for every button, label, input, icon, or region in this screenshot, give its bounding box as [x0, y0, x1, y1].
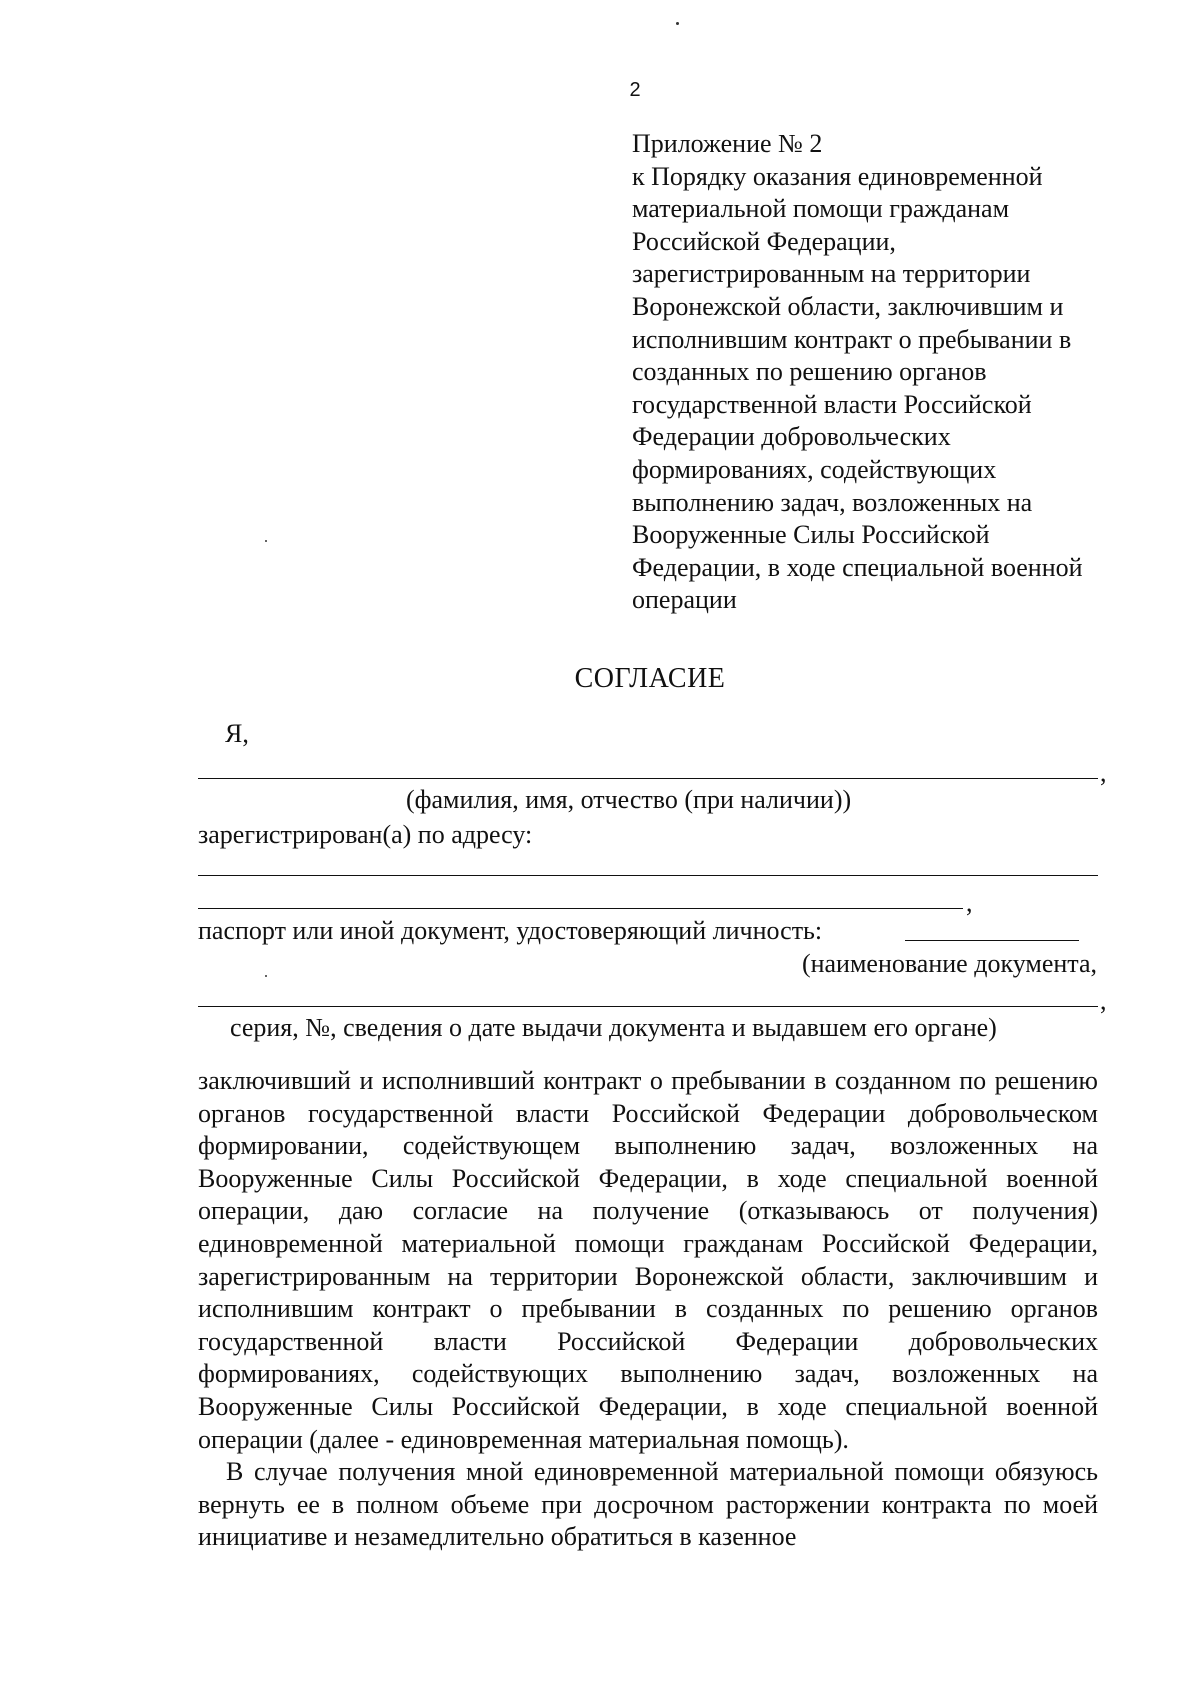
page-number: 2 — [629, 79, 641, 101]
appendix-line: Воронежской области, заключившим и — [632, 291, 1064, 321]
i-label: Я, — [225, 719, 249, 748]
appendix-line: операции — [632, 585, 737, 615]
appendix-line: Вооруженные Силы Российской — [632, 520, 990, 550]
consent-paragraph-2: В случае получения мной единовременной материальной помощи обязуюсь вернуть ее в полном объеме при досрочном расторжении контракта по моей инициативе и незамедлительно обратиться в казенное — [198, 1457, 1098, 1552]
document-title: СОГЛАСИЕ — [574, 663, 726, 694]
document-hint-2: серия, №, сведения о дате выдачи документа и выдавшем его органе) — [230, 1013, 997, 1042]
appendix-line: к Порядку оказания единовременной — [632, 161, 1043, 191]
appendix-line: исполнившим контракт о пребывании в — [632, 324, 1072, 354]
comma: , — [1100, 986, 1107, 1015]
address-blank-line-1[interactable] — [198, 875, 1098, 876]
document-details-blank-line[interactable] — [198, 1006, 1098, 1007]
appendix-line: Федерации, в ходе специальной военной — [632, 552, 1083, 582]
scan-speck — [265, 540, 267, 542]
fio-hint: (фамилия, имя, отчество (при наличии)) — [406, 785, 852, 814]
scan-speck — [676, 22, 679, 25]
scan-speck — [265, 975, 267, 977]
appendix-line: материальной помощи гражданам — [632, 194, 1010, 224]
comma: , — [966, 888, 973, 917]
address-label: зарегистрирован(а) по адресу: — [198, 820, 533, 849]
comma: , — [1100, 758, 1107, 787]
appendix-line: созданных по решению органов — [632, 357, 987, 387]
fio-blank-line[interactable] — [198, 778, 1098, 779]
passport-label: паспорт или иной документ, удостоверяющий личность: — [198, 916, 823, 945]
appendix-line: выполнению задач, возложенных на — [632, 487, 1033, 517]
address-blank-line-2[interactable] — [198, 908, 963, 909]
appendix-line: Российской Федерации, — [632, 226, 896, 256]
appendix-line: Федерации добровольческих — [632, 422, 951, 452]
document-hint-1: (наименование документа, — [801, 949, 1097, 978]
appendix-header — [632, 128, 1152, 617]
appendix-line: Приложение № 2 — [632, 129, 823, 158]
appendix-line: зарегистрированным на территории — [632, 259, 1031, 289]
appendix-line: государственной власти Российской — [632, 389, 1032, 419]
consent-paragraph-1: заключивший и исполнивший контракт о пребывании в созданном по решению органов государственной власти Российской Федерации добровольческом формировании, содействующем выполнению задач, возложенных на Вооруженные Силы Российской Федерации, в ходе специальной военной операции, даю согласие на получение (отказываюсь от получения) единовременной материальной помощи гражданам Российской Федерации, зарегистрированным на территории Воронежской области, заключившим и исполнившим контракт о пребывании в созданных по решению органов государственной власти Российской Федерации добровольческих формированиях, содействующих выполнению задач, возложенных на Вооруженные Силы Российской Федерации, в ходе специальной военной операции (далее - единовременная материальная помощь). — [198, 1066, 1098, 1454]
document-name-blank-line[interactable] — [905, 940, 1079, 941]
consent-body — [198, 1065, 1098, 1554]
appendix-line: формированиях, содействующих — [632, 454, 997, 484]
